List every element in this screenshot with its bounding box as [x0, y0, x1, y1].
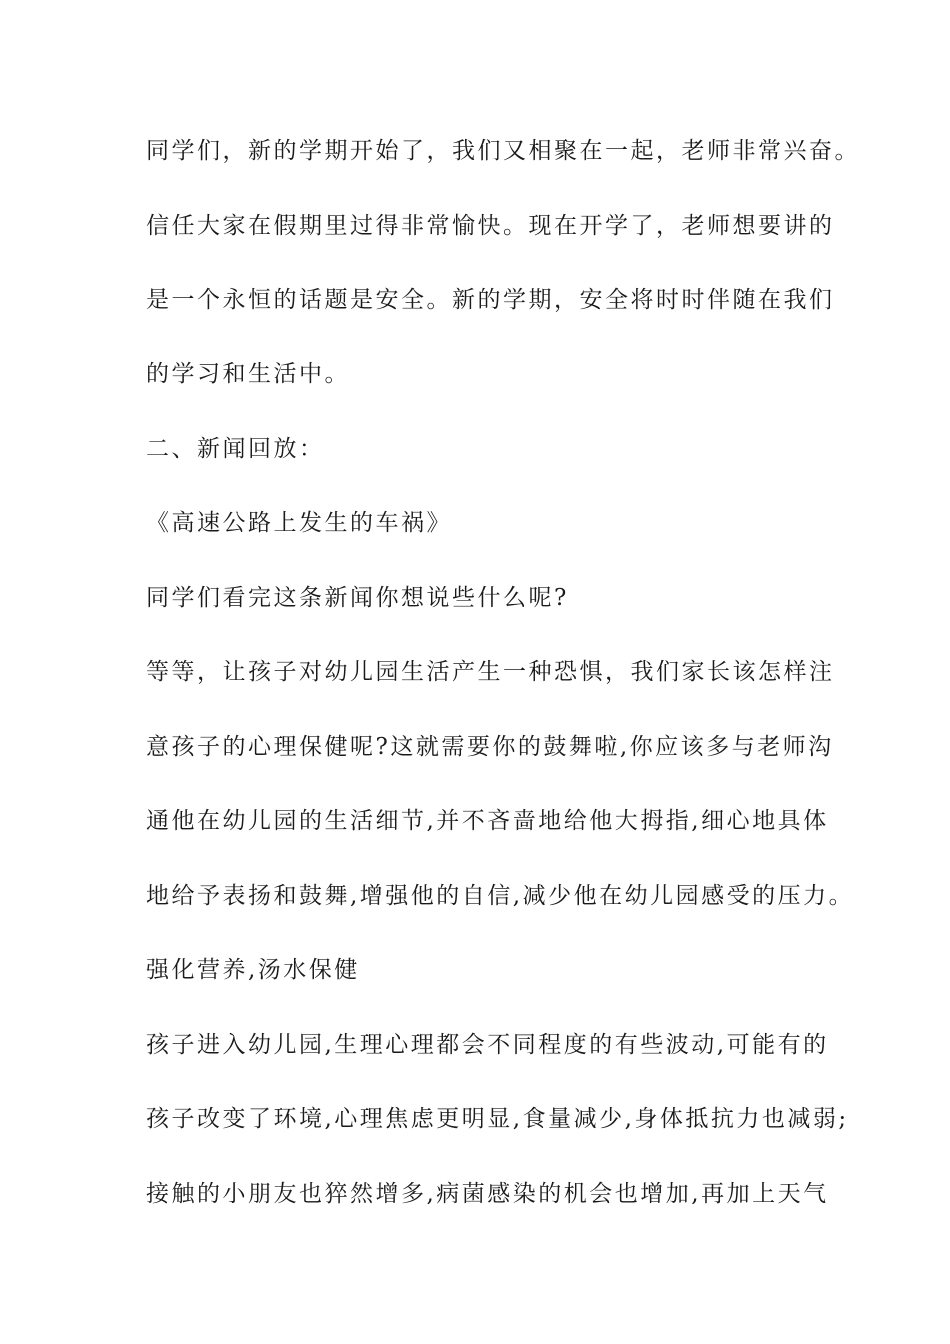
paragraph-line: 孩子改变了环境,心理焦虑更明显,食量减少,身体抵抗力也减弱; — [146, 1106, 849, 1132]
paragraph-line: 通他在幼儿园的生活细节,并不吝啬地给他大拇指,细心地具体 — [146, 808, 829, 834]
paragraph-line: 信任大家在假期里过得非常愉快。现在开学了，老师想要讲的 — [146, 213, 835, 239]
paragraph-line: 孩子进入幼儿园,生理心理都会不同程度的有些波动,可能有的 — [146, 1032, 829, 1058]
news-title: 《高速公路上发生的车祸》 — [146, 510, 452, 536]
paragraph-line: 同学们看完这条新闻你想说些什么呢? — [146, 585, 569, 611]
paragraph-line: 接触的小朋友也猝然增多,病菌感染的机会也增加,再加上天气 — [146, 1181, 829, 1207]
paragraph-line: 同学们，新的学期开始了，我们又相聚在一起，老师非常兴奋。 — [146, 138, 860, 164]
paragraph-line: 地给予表扬和鼓舞,增强他的自信,减少他在幼儿园感受的压力。 — [146, 883, 855, 909]
paragraph-line: 意孩子的心理保健呢?这就需要你的鼓舞啦,你应该多与老师沟 — [146, 734, 834, 760]
section-heading: 二、新闻回放： — [146, 436, 325, 462]
paragraph-line: 的学习和生活中。 — [146, 361, 350, 387]
paragraph-line: 是一个永恒的话题是安全。新的学期，安全将时时伴随在我们 — [146, 287, 835, 313]
subsection-heading: 强化营养,汤水保健 — [146, 957, 360, 983]
paragraph-line: 等等，让孩子对幼儿园生活产生一种恐惧，我们家长该怎样注 — [146, 659, 835, 685]
